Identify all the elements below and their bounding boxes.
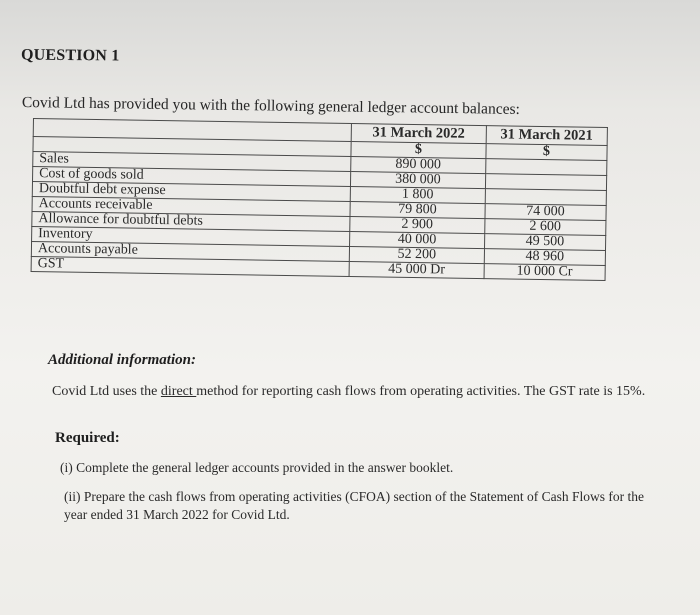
row-value-2022: 380 000	[350, 171, 485, 188]
row-label: Inventory	[32, 226, 350, 246]
additional-text-underlined: direct	[160, 384, 197, 399]
intro-text: Covid Ltd has provided you with the following general ledger account balances:	[21, 94, 520, 118]
row-label: Accounts payable	[31, 241, 349, 261]
required-item-2: (ii) Prepare the cash flows from operating activities (CFOA) section of the Statement of Cash Flows for the year ended 31 March 2022 for Covid Ltd.	[64, 489, 644, 522]
row-label: Sales	[33, 152, 351, 172]
row-value-2022: 890 000	[351, 156, 486, 173]
row-label: GST	[31, 256, 349, 276]
required-item-1: (i) Complete the general ledger accounts provided in the answer booklet.	[60, 460, 454, 475]
row-value-2022: 1 800	[350, 186, 485, 203]
row-value-2021: 2 600	[484, 219, 606, 236]
required-title: Required:	[55, 430, 120, 446]
additional-text-after: method for reporting cash flows from operating activities. The GST rate is 15%.	[196, 384, 646, 399]
row-label: Accounts receivable	[32, 196, 350, 216]
row-label: Cost of goods sold	[33, 167, 351, 187]
row-value-2022: 79 800	[350, 201, 485, 218]
currency-2021: $	[486, 144, 608, 161]
row-value-2021: 49 500	[484, 234, 606, 251]
table-header-2022: 31 March 2022	[351, 124, 486, 144]
question-title: QUESTION 1	[20, 46, 120, 65]
currency-2022: $	[351, 142, 486, 159]
ledger-balances-table	[31, 118, 608, 281]
row-label: Allowance for doubtful debts	[32, 211, 350, 231]
row-value-2021: 10 000 Cr	[484, 264, 606, 281]
additional-info-text	[52, 383, 652, 401]
row-value-2022: 45 000 Dr	[349, 261, 484, 278]
row-value-2022: 52 200	[349, 246, 484, 263]
row-label: Doubtful debt expense	[32, 182, 350, 202]
additional-text-before: Covid Ltd uses the	[52, 384, 161, 399]
additional-info-title: Additional information:	[48, 352, 196, 368]
row-value-2022: 40 000	[350, 231, 485, 248]
table-header-2021: 31 March 2021	[486, 126, 608, 146]
row-value-2022: 2 900	[350, 216, 485, 233]
row-value-2021: 74 000	[485, 204, 607, 221]
row-value-2021: 48 960	[484, 249, 606, 266]
